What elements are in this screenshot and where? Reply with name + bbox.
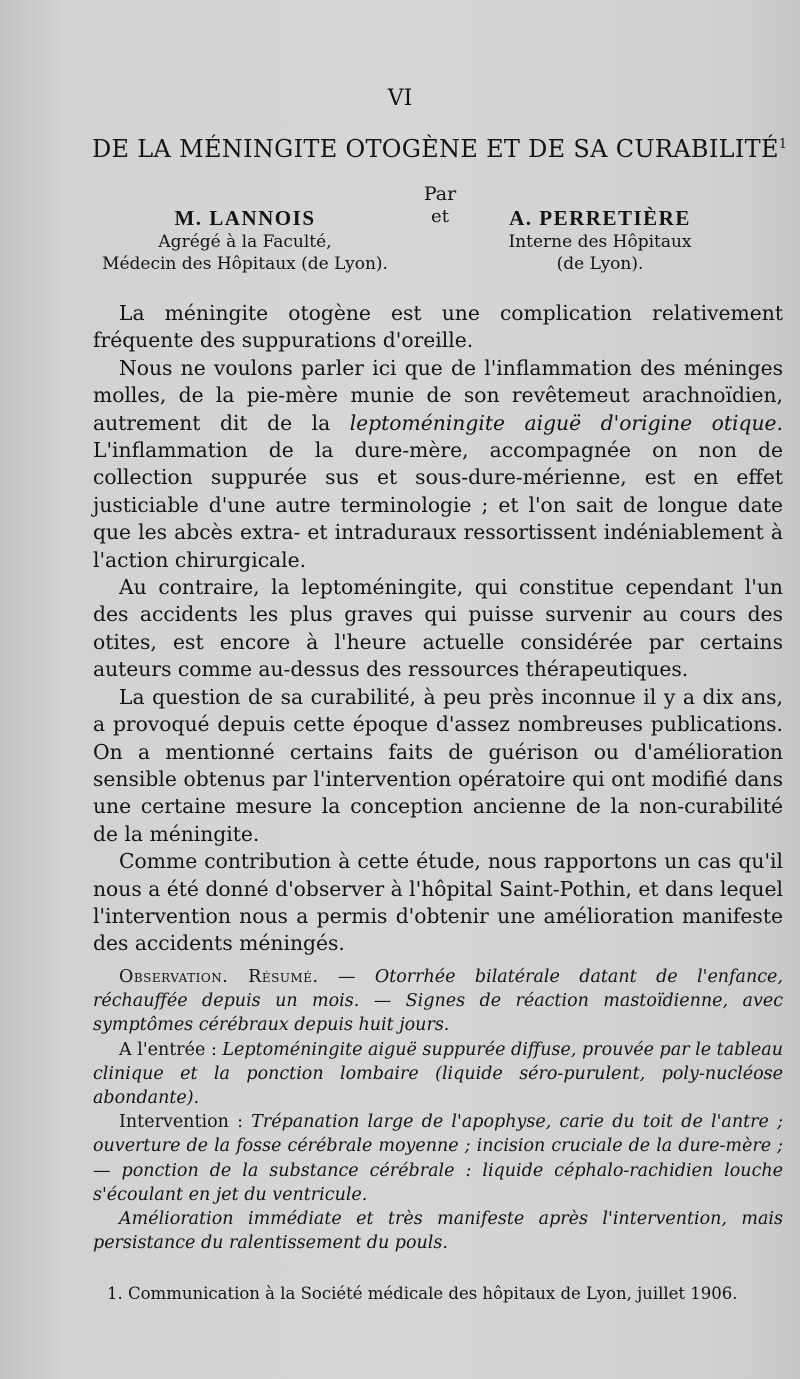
author-right-affiliation: (de Lyon). [556,254,644,274]
paragraph-2-part-c: . L'inflammation de la dure-mère, accompagnée on non de collection suppurée sus et sous-dure-mérienne, est en effet justiciable d'une autre terminologie ; et l'on sait de longue date que les abcès extra- et intraduraux ressortissent indéniablement à l'action chirurgicale. [93,410,783,572]
par-label: Par [423,183,457,205]
paragraph-2 [93,355,783,574]
paragraph-2-space [581,411,601,435]
paragraph-1: La méningite otogène est une complication relativement fréquente des suppurations d'oreille. [93,301,783,353]
chapter-title [92,135,788,163]
chapter-title-text: DE LA MÉNINGITE OTOGÈNE ET DE SA CURABILITÉ [92,135,779,163]
paragraph-2-part-a: Nous ne voulons parler ici que de l'inflammation des méninges molles, de la pie-mère munie de son revêtemeut arachnoïdien, autrement dit de la [93,355,783,435]
observation-summary-text: Otorrhée bilatérale datant de l'enfance, réchauffée depuis un mois. — Signes de réaction mastoïdienne, avec symptômes cérébraux depuis huit jours. [93,967,783,1036]
paragraph-4: La question de sa curabilité, à peu près inconnue il y a dix ans, a provoqué depuis cette époque d'assez nombreuses publications. On a mentionné certains faits de guérison ou d'amélioration sensible obtenus par l'intervention opératoire qui ont modifié dans une certaine mesure la conception ancienne de la non-curabilité de la méningite. [93,684,783,846]
body-text [93,300,783,958]
observation-block [93,965,783,1255]
author-left-affiliation: Médecin des Hôpitaux (de Lyon). [102,254,388,274]
observation-intervention [93,1110,783,1207]
paragraph-5: Comme contribution à cette étude, nous rapportons un cas qu'il nous a été donné d'observer à l'hôpital Saint-Pothin, et dans lequel l'intervention nous a permis d'obtenir une amélioration manifeste des accidents méningés. [93,849,783,956]
et-label: et [431,206,449,227]
entree-label: A l'entrée : [119,1039,223,1060]
page-number: VI [387,86,413,111]
footnote [93,1283,783,1305]
observation-summary [93,965,783,1038]
observation-dash: — [318,967,375,987]
emphasis-origine-otique: d'origine otique [600,410,777,435]
observation-entree [93,1038,783,1111]
author-left [70,206,420,275]
author-right-title: Interne des Hôpitaux [508,232,692,252]
author-right [480,206,720,275]
author-right-name: A. PERRETIÈRE [509,206,691,230]
entree-text: Leptoméningite aiguë suppurée diffuse, prouvée par le tableau clinique et la ponction lombaire (liquide séro-purulent, poly-nucléose abondante). [93,1039,783,1109]
emphasis-leptomeningite: leptoméningite aiguë [349,410,582,435]
observation-label: Observation. Résumé. [119,967,319,987]
author-left-name: M. LANNOIS [174,206,316,230]
title-footnote-marker: 1 [778,137,788,152]
footnote-text: 1. Communication à la Société médicale des hôpitaux de Lyon, juillet 1906. [107,1284,738,1303]
author-left-title: Agrégé à la Faculté, [158,232,332,252]
observation-amelioration: Amélioration immédiate et très manifeste après l'intervention, mais persistance du ralentissement du pouls. [93,1209,783,1254]
paragraph-3: Au contraire, la leptoméningite, qui constitue cependant l'un des accidents les plus graves qui puisse survenir au cours des otites, est encore à l'heure actuelle considérée par certains auteurs comme au-dessus des ressources thérapeutiques. [93,575,783,682]
intervention-text: Trépanation large de l'apophyse, carie du toit de l'antre ; ouverture de la fosse cérébrale moyenne ; incision cruciale de la dure-mère ; — ponction de la substance cérébrale : liquide céphalo-rachidien louche s'écoulant en jet du ventricule. [93,1112,783,1205]
intervention-label: Intervention : [119,1112,252,1133]
